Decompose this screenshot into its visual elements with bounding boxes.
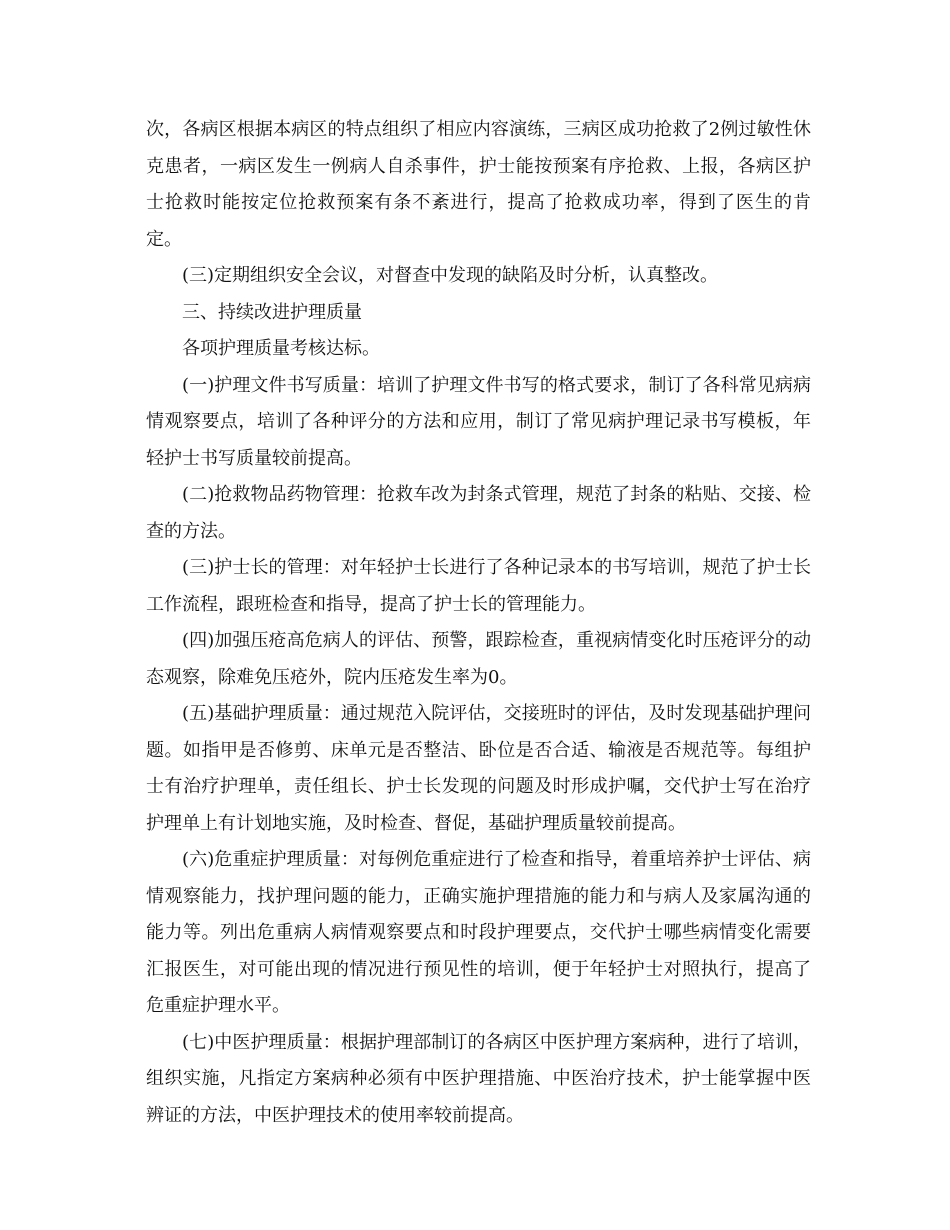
paragraph-continuation: 次，各病区根据本病区的特点组织了相应内容演练，三病区成功抢救了2例过敏性休克患者，一病区发生一例病人自杀事件，护士能按预案有序抢救、上报，各病区护士抢救时能按定位抢救预案有条不紊进行，提高了抢救成功率，得到了医生的肯定。 bbox=[146, 119, 811, 250]
paragraph-basic-nursing: (五)基础护理质量：通过规范入院评估，交接班时的评估，及时发现基础护理问题。如指甲是否修剪、床单元是否整洁、卧位是否合适、输液是否规范等。每组护士有治疗护理单，责任组长、护士长发现的问题及时形成护嘱，交代护士写在治疗护理单上有计划地实施，及时检查、督促，基础护理质量较前提高。 bbox=[146, 703, 811, 834]
paragraph-head-nurse-management: (三)护士长的管理：对年轻护士长进行了各种记录本的书写培训，规范了护士长工作流程，跟班检查和指导，提高了护士长的管理能力。 bbox=[146, 557, 811, 615]
paragraph-quality-standard: 各项护理质量考核达标。 bbox=[182, 338, 380, 359]
paragraph-documentation-quality: (一)护理文件书写质量：培训了护理文件书写的格式要求，制订了各科常见病病情观察要点，培训了各种评分的方法和应用，制订了常见病护理记录书写模板，年轻护士书写质量较前提高。 bbox=[146, 374, 811, 469]
section-heading-quality: 三、持续改进护理质量 bbox=[182, 301, 362, 323]
paragraph-safety-meeting: (三)定期组织安全会议，对督查中发现的缺陷及时分析，认真整改。 bbox=[182, 265, 719, 286]
paragraph-critical-care: (六)危重症护理质量：对每例危重症进行了检查和指导，着重培养护士评估、病情观察能力，找护理问题的能力，正确实施护理措施的能力和与病人及家属沟通的能力等。列出危重病人病情观察要点和时段护理要点，交代护士哪些病情变化需要汇报医生，对可能出现的情况进行预见性的培训，便于年轻护士对照执行，提高了危重症护理水平。 bbox=[146, 849, 811, 1016]
document-body bbox=[146, 112, 811, 1134]
paragraph-rescue-supplies: (二)抢救物品药物管理：抢救车改为封条式管理，规范了封条的粘贴、交接、检查的方法。 bbox=[146, 484, 811, 542]
paragraph-pressure-ulcer: (四)加强压疮高危病人的评估、预警，跟踪检查，重视病情变化时压疮评分的动态观察，除难免压疮外，院内压疮发生率为0。 bbox=[146, 630, 811, 688]
paragraph-tcm-nursing: (七)中医护理质量：根据护理部制订的各病区中医护理方案病种，进行了培训，组织实施，凡指定方案病种必须有中医护理措施、中医治疗技术，护士能掌握中医辨证的方法，中医护理技术的使用率较前提高。 bbox=[146, 1031, 811, 1126]
